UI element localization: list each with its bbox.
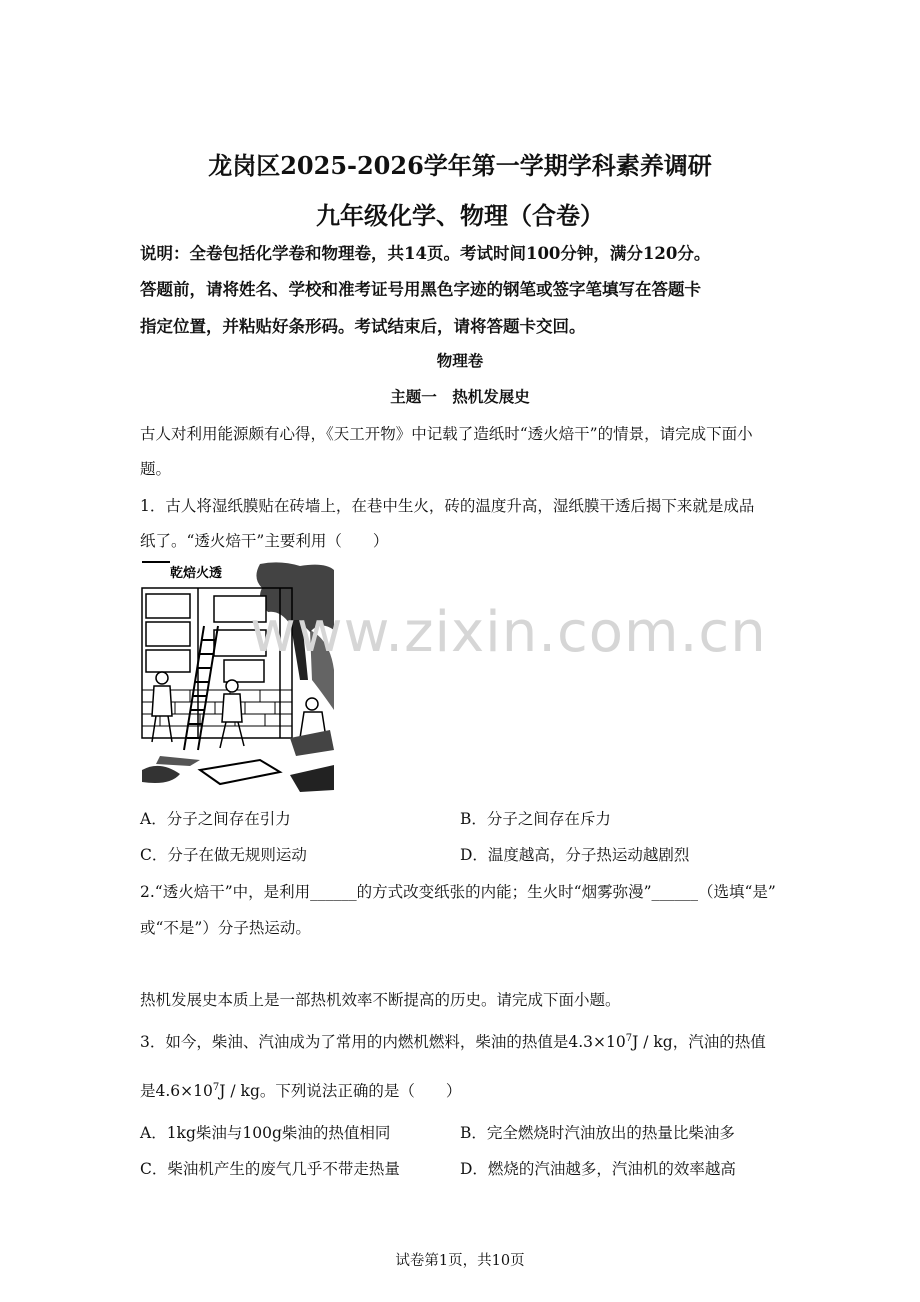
page-subtitle: 九年级化学、物理（合卷）: [316, 201, 604, 230]
q1-option-b[interactable]: B．分子之间存在斥力: [460, 810, 611, 828]
q1-stem-line-1: 1．古人将湿纸膜贴在砖墙上，在巷中生火，砖的温度升高，湿纸膜干透后揭下来就是成品: [140, 497, 755, 515]
topic-title: 主题一 热机发展史: [390, 387, 530, 406]
section-title: 物理卷: [436, 351, 484, 370]
paper-drying-illustration: [140, 560, 334, 796]
intro2: 热机发展史本质上是一部热机效率不断提高的历史。请完成下面小题。: [140, 991, 621, 1009]
page-footer: 试卷第1页，共10页: [395, 1253, 525, 1269]
q3-line-1: [140, 1030, 766, 1052]
instruction-line-1: 说明：全卷包括化学卷和物理卷，共14页。考试时间100分钟，满分120分。: [140, 244, 711, 263]
q3-option-c[interactable]: C．柴油机产生的废气几乎不带走热量: [140, 1160, 400, 1178]
q3-line-2-text: 是: [140, 1082, 156, 1100]
q1-option-d[interactable]: D．温度越高，分子热运动越剧烈: [460, 846, 690, 864]
q1-stem-line-2: 纸了。“透火焙干”主要利用（ ）: [140, 532, 389, 550]
q1-option-a[interactable]: A．分子之间存在引力: [140, 810, 291, 828]
q3-option-b[interactable]: B．完全燃烧时汽油放出的热量比柴油多: [460, 1124, 735, 1142]
q3-line-2: [140, 1079, 461, 1101]
q2-line-2: 或“不是”）分子热运动。: [140, 919, 311, 937]
q3-option-a[interactable]: A．1kg柴油与100g柴油的热值相同: [140, 1124, 391, 1142]
q3-line-1-text: 3．如今，柴油、汽油成为了常用的内燃机燃料，柴油的热值是: [140, 1033, 569, 1051]
q3-line-2-tail: 。下列说法正确的是（ ）: [259, 1082, 462, 1100]
instruction-line-2: 答题前，请将姓名、学校和准考证号用黑色字迹的钢笔或签字笔填写在答题卡: [140, 280, 701, 299]
q3-diesel-heat-value: $4.3\times 10^7J$ / kg: [568, 1032, 673, 1051]
illustration-caption: 乾焙火透: [170, 566, 223, 581]
instruction-line-3: 指定位置，并粘贴好条形码。考试结束后，请将答题卡交回。: [140, 317, 586, 336]
q3-line-1-tail: ，汽油的热值: [672, 1033, 766, 1051]
watermark: www.zixin.com.cn: [250, 600, 767, 665]
q3-gasoline-heat-value: $4.6\times 10^7J$ / kg: [155, 1081, 260, 1100]
intro1-line-1: 古人对利用能源颇有心得，《天工开物》中记载了造纸时“透火焙干”的情景，请完成下面小: [140, 425, 753, 443]
page-title: 龙岗区2025-2026学年第一学期学科素养调研: [208, 151, 712, 180]
intro1-line-2: 题。: [140, 460, 172, 478]
q2-line-1: 2.“透火焙干”中，是利用______的方式改变纸张的内能；生火时“烟雾弥漫”______（选填“是”: [140, 883, 776, 901]
q3-option-d[interactable]: D．燃烧的汽油越多，汽油机的效率越高: [460, 1160, 736, 1178]
q1-option-c[interactable]: C．分子在做无规则运动: [140, 846, 307, 864]
